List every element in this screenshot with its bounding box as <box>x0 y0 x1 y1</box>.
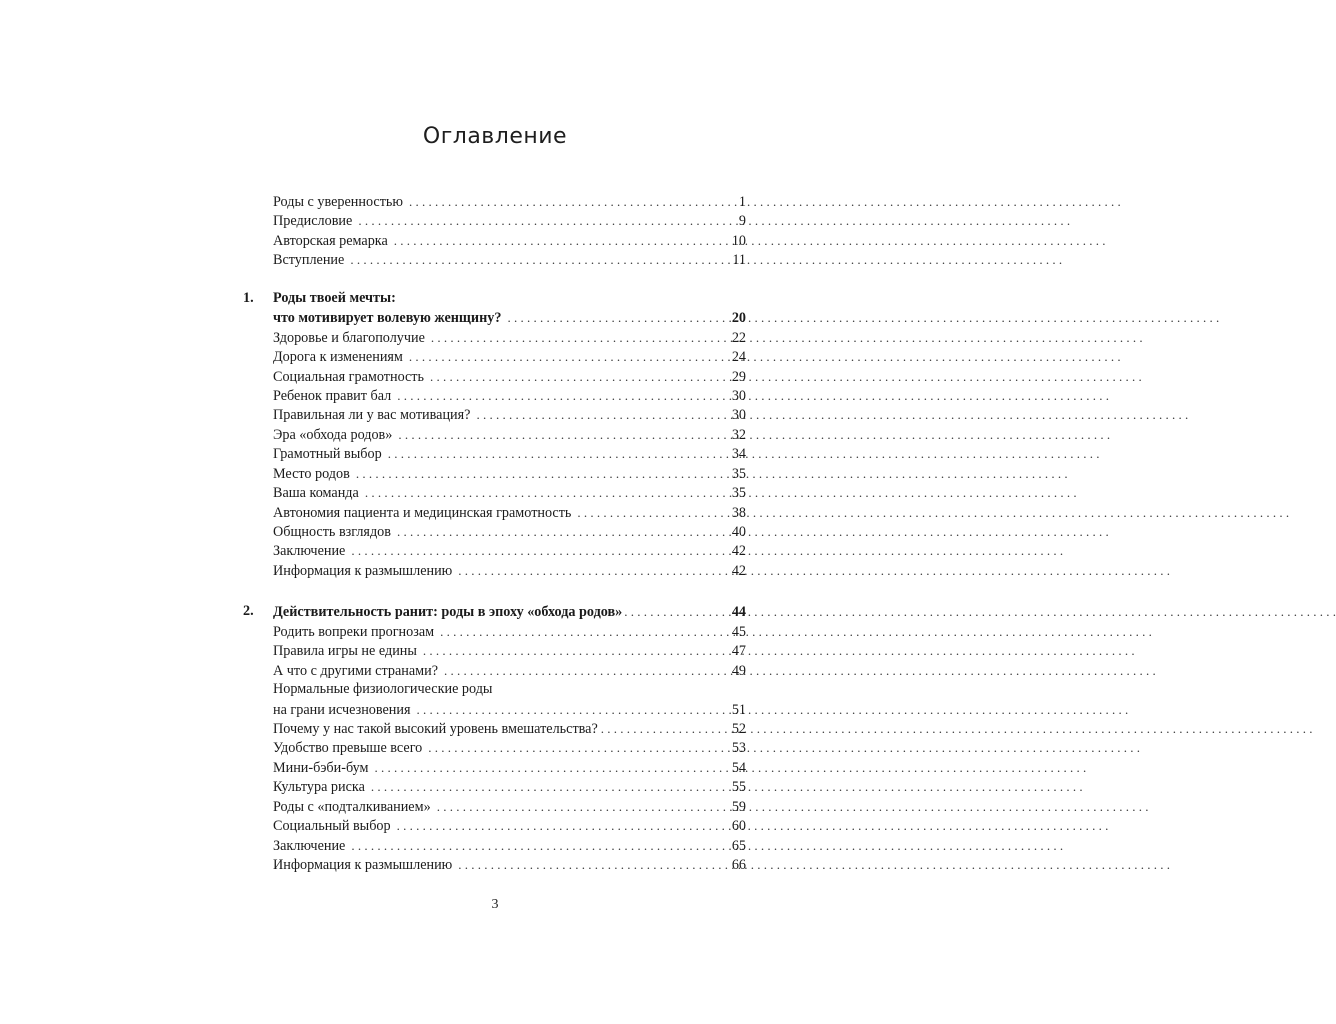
toc-entry-title: Место родов <box>273 465 350 482</box>
toc-entry <box>240 464 746 483</box>
toc-entry-title: Вступление <box>273 252 345 269</box>
chapter-heading <box>240 602 746 621</box>
toc-entry-title: Грамотный выбор <box>273 446 382 463</box>
dot-leader <box>358 211 733 230</box>
dot-leader <box>375 758 726 777</box>
dot-leader <box>428 738 726 757</box>
toc-entry-title: Почему у нас такой высокий уровень вмешательства? <box>273 720 598 737</box>
toc-entry <box>240 503 746 522</box>
dot-leader <box>397 816 726 835</box>
toc-entry-title: Роды с «подталкиванием» <box>273 798 431 815</box>
toc-entry-title: Удобство превыше всего <box>273 740 423 757</box>
toc-entry-page: 66 <box>731 857 746 873</box>
dot-leader <box>371 777 726 796</box>
toc-entry <box>240 797 746 816</box>
toc-entry <box>240 522 746 541</box>
toc-entry-page: 30 <box>731 407 746 424</box>
toc-entry <box>240 738 746 757</box>
toc-entry-page: 35 <box>731 465 746 482</box>
toc-entry <box>240 367 746 386</box>
toc-entry-page: 42 <box>731 543 746 560</box>
toc-entry-page: 1 <box>738 194 746 210</box>
chapter-heading <box>240 289 746 308</box>
dot-leader <box>398 425 725 444</box>
toc-entry <box>240 541 746 560</box>
chapter-title-line: что мотивирует волевую женщину? <box>273 310 502 327</box>
toc-entry-title: Заключение <box>273 837 346 854</box>
toc-entry-title: Дорога к изменениям <box>273 349 403 366</box>
toc-entry <box>240 622 746 641</box>
chapter-heading <box>240 308 746 327</box>
dot-leader <box>431 328 726 347</box>
toc-entry <box>240 855 746 874</box>
toc-entry-page: 38 <box>731 504 746 521</box>
dot-leader <box>351 836 725 855</box>
toc-entry-page: 29 <box>731 368 746 385</box>
toc-entry-title: Заключение <box>273 543 346 560</box>
dot-leader <box>397 522 726 541</box>
toc-entry-page: 32 <box>731 426 746 443</box>
dot-leader <box>417 700 726 719</box>
toc-entry-page: 35 <box>731 485 746 502</box>
toc-entry-page: 9 <box>738 213 746 230</box>
toc-entry <box>240 231 746 250</box>
toc-entry-page: 54 <box>731 759 746 776</box>
toc-entry-title: Ребенок правит бал <box>273 387 392 404</box>
toc-entry <box>240 700 746 719</box>
chapter-number: 2. <box>243 603 254 620</box>
toc-entry-page: 30 <box>731 387 746 404</box>
dot-leader <box>507 308 725 327</box>
dot-leader <box>601 719 729 738</box>
toc-entry-page: 51 <box>731 701 746 718</box>
dot-leader <box>624 602 730 621</box>
toc-entry <box>240 328 746 347</box>
toc-entry-title: Предисловие <box>273 213 353 230</box>
toc-entry-title: Социальная грамотность <box>273 368 424 385</box>
dot-leader <box>440 622 726 641</box>
page-number: 3 <box>491 897 499 912</box>
toc-entry-title: Культура риска <box>273 779 365 796</box>
toc-entry-title: Здоровье и благополучие <box>273 329 425 346</box>
toc-entry <box>240 816 746 835</box>
toc-entry <box>240 561 746 580</box>
toc-entry-page: 59 <box>731 798 746 815</box>
toc-entry-page: 55 <box>731 779 746 796</box>
chapter-number: 1. <box>243 289 254 306</box>
toc-entry <box>240 641 746 660</box>
toc-entry-page: 34 <box>731 446 746 463</box>
toc-entry-title: Эра «обхода родов» <box>273 426 393 443</box>
page-title: Оглавление <box>422 124 568 149</box>
dot-leader <box>577 503 725 522</box>
toc-entry <box>240 836 746 855</box>
toc-entry <box>240 661 746 680</box>
toc-entry-page: 40 <box>731 524 746 540</box>
toc-entry <box>240 347 746 366</box>
toc-entry <box>240 758 746 777</box>
toc-entry-page: 42 <box>731 562 746 579</box>
dot-leader <box>476 405 725 424</box>
dot-leader <box>388 444 726 463</box>
dot-leader <box>350 250 726 269</box>
chapter-title-line: Роды твоей мечты: <box>273 289 396 306</box>
toc-entry-page: 52 <box>731 720 746 737</box>
dot-leader <box>409 347 726 366</box>
dot-leader <box>430 367 726 386</box>
toc-entry <box>240 405 746 424</box>
toc-entry <box>240 719 746 738</box>
toc-entry-page: 65 <box>731 837 746 854</box>
toc-entry-title: А что с другими странами? <box>273 662 438 679</box>
dot-leader <box>365 483 726 502</box>
toc-entry-title: на грани исчезновения <box>273 701 411 718</box>
toc-entry <box>240 425 746 444</box>
toc-entry-page: 11 <box>732 252 746 269</box>
chapter-page: 44 <box>731 604 746 621</box>
dot-leader <box>394 231 726 250</box>
toc-entry-title: Информация к размышлению <box>273 562 453 579</box>
dot-leader <box>356 464 726 483</box>
toc-entry-page: 22 <box>731 329 746 346</box>
toc-entry-title: Правила игры не едины <box>273 643 417 660</box>
dot-leader <box>437 797 726 816</box>
toc-entry <box>240 444 746 463</box>
table-of-contents <box>240 192 746 874</box>
toc-entry-title: Правильная ли у вас мотивация? <box>273 407 471 424</box>
toc-entry-title: Ваша команда <box>273 485 359 502</box>
toc-entry-title: Авторская ремарка <box>273 232 388 249</box>
toc-entry-page: 24 <box>731 349 746 366</box>
toc-entry-page: 53 <box>731 740 746 757</box>
dot-leader <box>458 855 726 874</box>
toc-entry <box>240 211 746 230</box>
toc-entry <box>240 777 746 796</box>
toc-entry-title: Автономия пациента и медицинская грамотность <box>273 504 572 521</box>
dot-leader <box>458 561 726 580</box>
toc-entry-title: Информация к размышлению <box>273 857 453 873</box>
dot-leader <box>397 386 726 405</box>
toc-entry-title: Родить вопреки прогнозам <box>273 623 435 640</box>
toc-entry-title: Нормальные физиологические роды <box>273 681 493 698</box>
toc-entry-title: Социальный выбор <box>273 818 391 835</box>
dot-leader <box>423 641 726 660</box>
toc-entry <box>240 192 746 211</box>
toc-entry-title: Мини-бэби-бум <box>273 759 369 776</box>
toc-entry <box>240 250 746 269</box>
toc-entry <box>240 386 746 405</box>
toc-entry-page: 49 <box>731 662 746 679</box>
toc-entry <box>240 680 746 699</box>
toc-entry-page: 10 <box>731 232 746 249</box>
toc-entry-page: 60 <box>731 818 746 835</box>
toc-entry-title: Роды с уверенностью <box>273 194 403 210</box>
toc-entry <box>240 483 746 502</box>
toc-entry-page: 47 <box>731 643 746 660</box>
toc-entry-page: 45 <box>731 623 746 640</box>
toc-entry-title: Общность взглядов <box>273 524 391 540</box>
chapter-page: 20 <box>731 310 746 327</box>
chapter-title-line: Действительность ранит: роды в эпоху «обхода родов» <box>273 604 623 621</box>
dot-leader <box>351 541 725 560</box>
dot-leader <box>444 661 726 680</box>
dot-leader <box>409 192 733 211</box>
